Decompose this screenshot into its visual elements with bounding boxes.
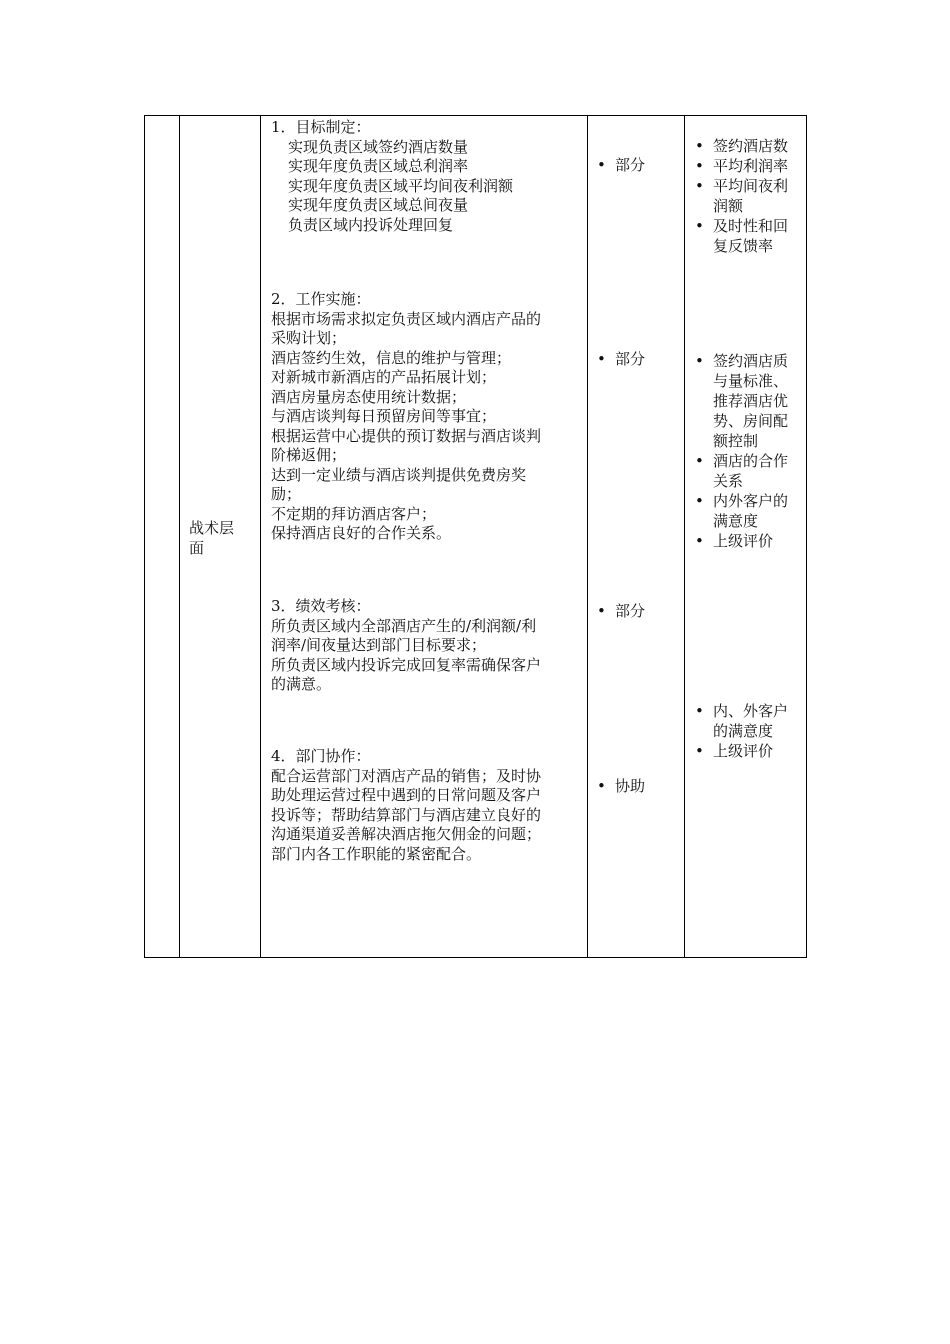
section-heading: 4．部门协作：: [271, 747, 371, 765]
column-divider-5: [806, 115, 807, 958]
list-item: • 平均间夜利 润额: [691, 176, 788, 216]
role-item: • 协助: [593, 776, 645, 796]
section-target-setting: 1．目标制定： 实现负责区域签约酒店数量 实现年度负责区域总利润率 实现年度负责区域平均间夜利润额 实现年度负责区域总间夜量 负责区域内投诉处理回复: [271, 118, 514, 234]
list-item: • 内、外客户 的满意度: [691, 701, 788, 741]
section-heading: 1．目标制定：: [271, 118, 371, 136]
table-top-border: [144, 115, 807, 116]
table-bottom-border: [144, 957, 807, 958]
level-label: 战术层 面: [189, 519, 235, 557]
list-item: • 内外客户的 满意度: [691, 491, 788, 531]
column-divider-1: [179, 115, 180, 958]
role-item: • 部分: [593, 349, 645, 369]
column-divider-2: [260, 115, 261, 958]
column-divider-4: [684, 115, 685, 958]
list-item: • 平均利润率: [691, 156, 788, 176]
metric-list-2: [691, 351, 788, 551]
metric-list-1: [691, 136, 788, 256]
list-item: • 签约酒店质 与量标准、 推荐酒店优 势、房间配 额控制: [691, 351, 788, 451]
list-item: • 及时性和回 复反馈率: [691, 216, 788, 256]
section-heading: 3．绩效考核：: [271, 597, 371, 615]
list-item: • 签约酒店数: [691, 136, 788, 156]
section-department-collaboration: 4．部门协作： 配合运营部门对酒店产品的销售；及时协 助处理运营过程中遇到的日常问题及客户 投诉等；帮助结算部门与酒店建立良好的 沟通渠道妥善解决酒店拖欠佣金的问题； 部门内各工作职能的紧密配合。: [271, 747, 542, 863]
list-item: • 上级评价: [691, 531, 788, 551]
column-divider-0: [144, 115, 145, 958]
section-performance-review: 3．绩效考核： 所负责区域内全部酒店产生的/利润额/利 润率/间夜量达到部门目标要求； 所负责区域内投诉完成回复率需确保客户 的满意。: [271, 597, 542, 693]
section-work-implementation: 2．工作实施： 根据市场需求拟定负责区域内酒店产品的 采购计划； 酒店签约生效，信息的维护与管理； 对新城市新酒店的产品拓展计划； 酒店房量房态使用统计数据； 与酒店谈判每日预留房间等事宜； 根据运营中心提供的预订数据与酒店谈判 阶梯返佣； 达到一定业绩与酒店谈判提供免费房奖 励； 不定期的拜访酒店客户； 保持酒店良好的合作关系。: [271, 290, 542, 542]
metric-list-3: [691, 701, 788, 761]
list-item: • 酒店的合作 关系: [691, 451, 788, 491]
role-item: • 部分: [593, 601, 645, 621]
role-item: • 部分: [593, 155, 645, 175]
column-divider-3: [587, 115, 588, 958]
list-item: • 上级评价: [691, 741, 788, 761]
section-heading: 2．工作实施：: [271, 290, 371, 308]
